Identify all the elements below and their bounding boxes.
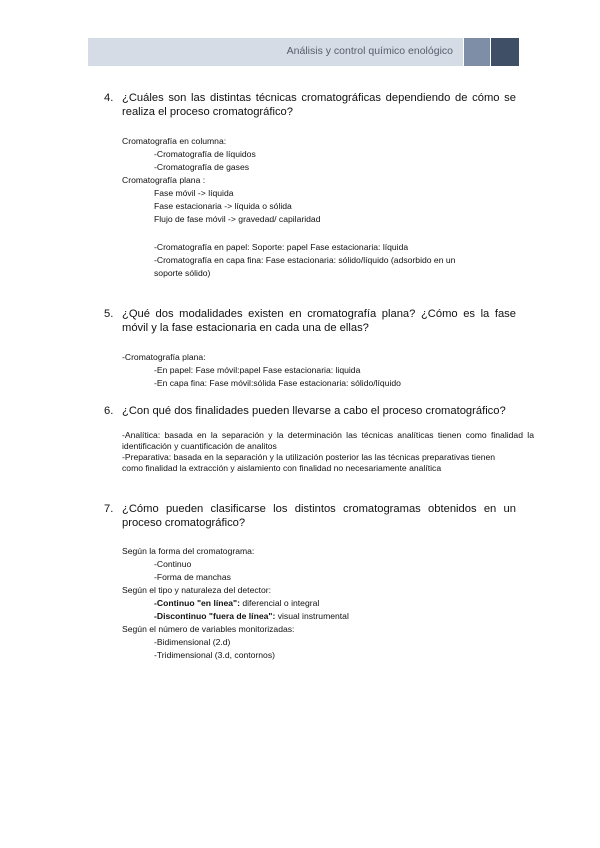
term-detail: visual instrumental [275, 611, 349, 621]
answer-line: Según el número de variables monitorizadas: [122, 624, 295, 634]
question-7 [104, 502, 516, 530]
answer-line: soporte sólido) [154, 268, 211, 278]
question-number: 4. [104, 92, 114, 104]
header-accent-dark [491, 38, 519, 66]
answer-line: -Cromatografía en capa fina: Fase estacionaria: sólido/líquido (adsorbido en un [154, 255, 456, 265]
header-accent-light [464, 38, 490, 66]
answer-line: -Cromatografía de gases [154, 162, 250, 172]
answer-line: -Bidimensional (2.d) [154, 637, 231, 647]
term-detail: diferencial o integral [239, 598, 320, 608]
bold-term: -Discontinuo "fuera de línea": [154, 611, 276, 621]
answer-paragraph: -Preparativa: basada en la separación y la utilización posterior las las técnicas preparativas tienen como finalidad la extracción y aislamiento con finalidad no necesariamente analítica [122, 452, 496, 473]
question-text: ¿Cuáles son las distintas técnicas cromatográficas dependiendo de cómo se realiza el proceso cromatográfico? [122, 92, 516, 118]
answer-line: -Tridimensional (3.d, contornos) [154, 650, 275, 660]
question-4 [104, 91, 516, 119]
answer-line: -En capa fina: Fase móvil:sólida Fase estacionaria: sólido/líquido [154, 378, 401, 388]
header-bar [88, 38, 463, 66]
answer-line: Según el tipo y naturaleza del detector: [122, 585, 272, 595]
question-number: 7. [104, 503, 114, 515]
question-text: ¿Con qué dos finalidades pueden llevarse a cabo el proceso cromatográfico? [122, 405, 506, 417]
answer-line: -En papel: Fase móvil:papel Fase estacionaria: liquida [154, 365, 361, 375]
question-6 [104, 404, 516, 418]
answer-line: Fase estacionaria -> líquida o sólida [154, 201, 292, 211]
question-number: 6. [104, 405, 114, 417]
answer-line: -Continuo [154, 559, 192, 569]
answer-line: Cromatografía plana : [122, 175, 206, 185]
answer-line: -Forma de manchas [154, 572, 231, 582]
question-text: ¿Qué dos modalidades existen en cromatografía plana? ¿Cómo es la fase móvil y la fase estacionaria en cada una de ellas? [122, 308, 516, 334]
header-title: Análisis y control químico enológico [286, 45, 453, 57]
answer-line: Flujo de fase móvil -> gravedad/ capilaridad [154, 214, 321, 224]
question-text: ¿Cómo pueden clasificarse los distintos cromatogramas obtenidos en un proceso cromatográfico? [122, 503, 516, 529]
answer-line: -Cromatografía plana: [122, 352, 206, 362]
answer-line [154, 598, 319, 609]
answer-line: Cromatografía en columna: [122, 136, 227, 146]
question-5 [104, 307, 516, 335]
answer-line: -Cromatografía en papel: Soporte: papel Fase estacionaria: líquida [154, 242, 409, 252]
answer-line [154, 611, 349, 622]
answer-paragraph: -Analítica: basada en la separación y la determinación las técnicas analíticas tienen como finalidad la identificación y cuantificación de analitos [122, 430, 534, 451]
question-number: 5. [104, 308, 114, 320]
answer-line: Fase móvil -> líquida [154, 188, 234, 198]
answer-line: -Cromatografía de líquidos [154, 149, 256, 159]
bold-term: -Continuo "en línea": [154, 598, 240, 608]
answer-line: Según la forma del cromatograma: [122, 546, 255, 556]
